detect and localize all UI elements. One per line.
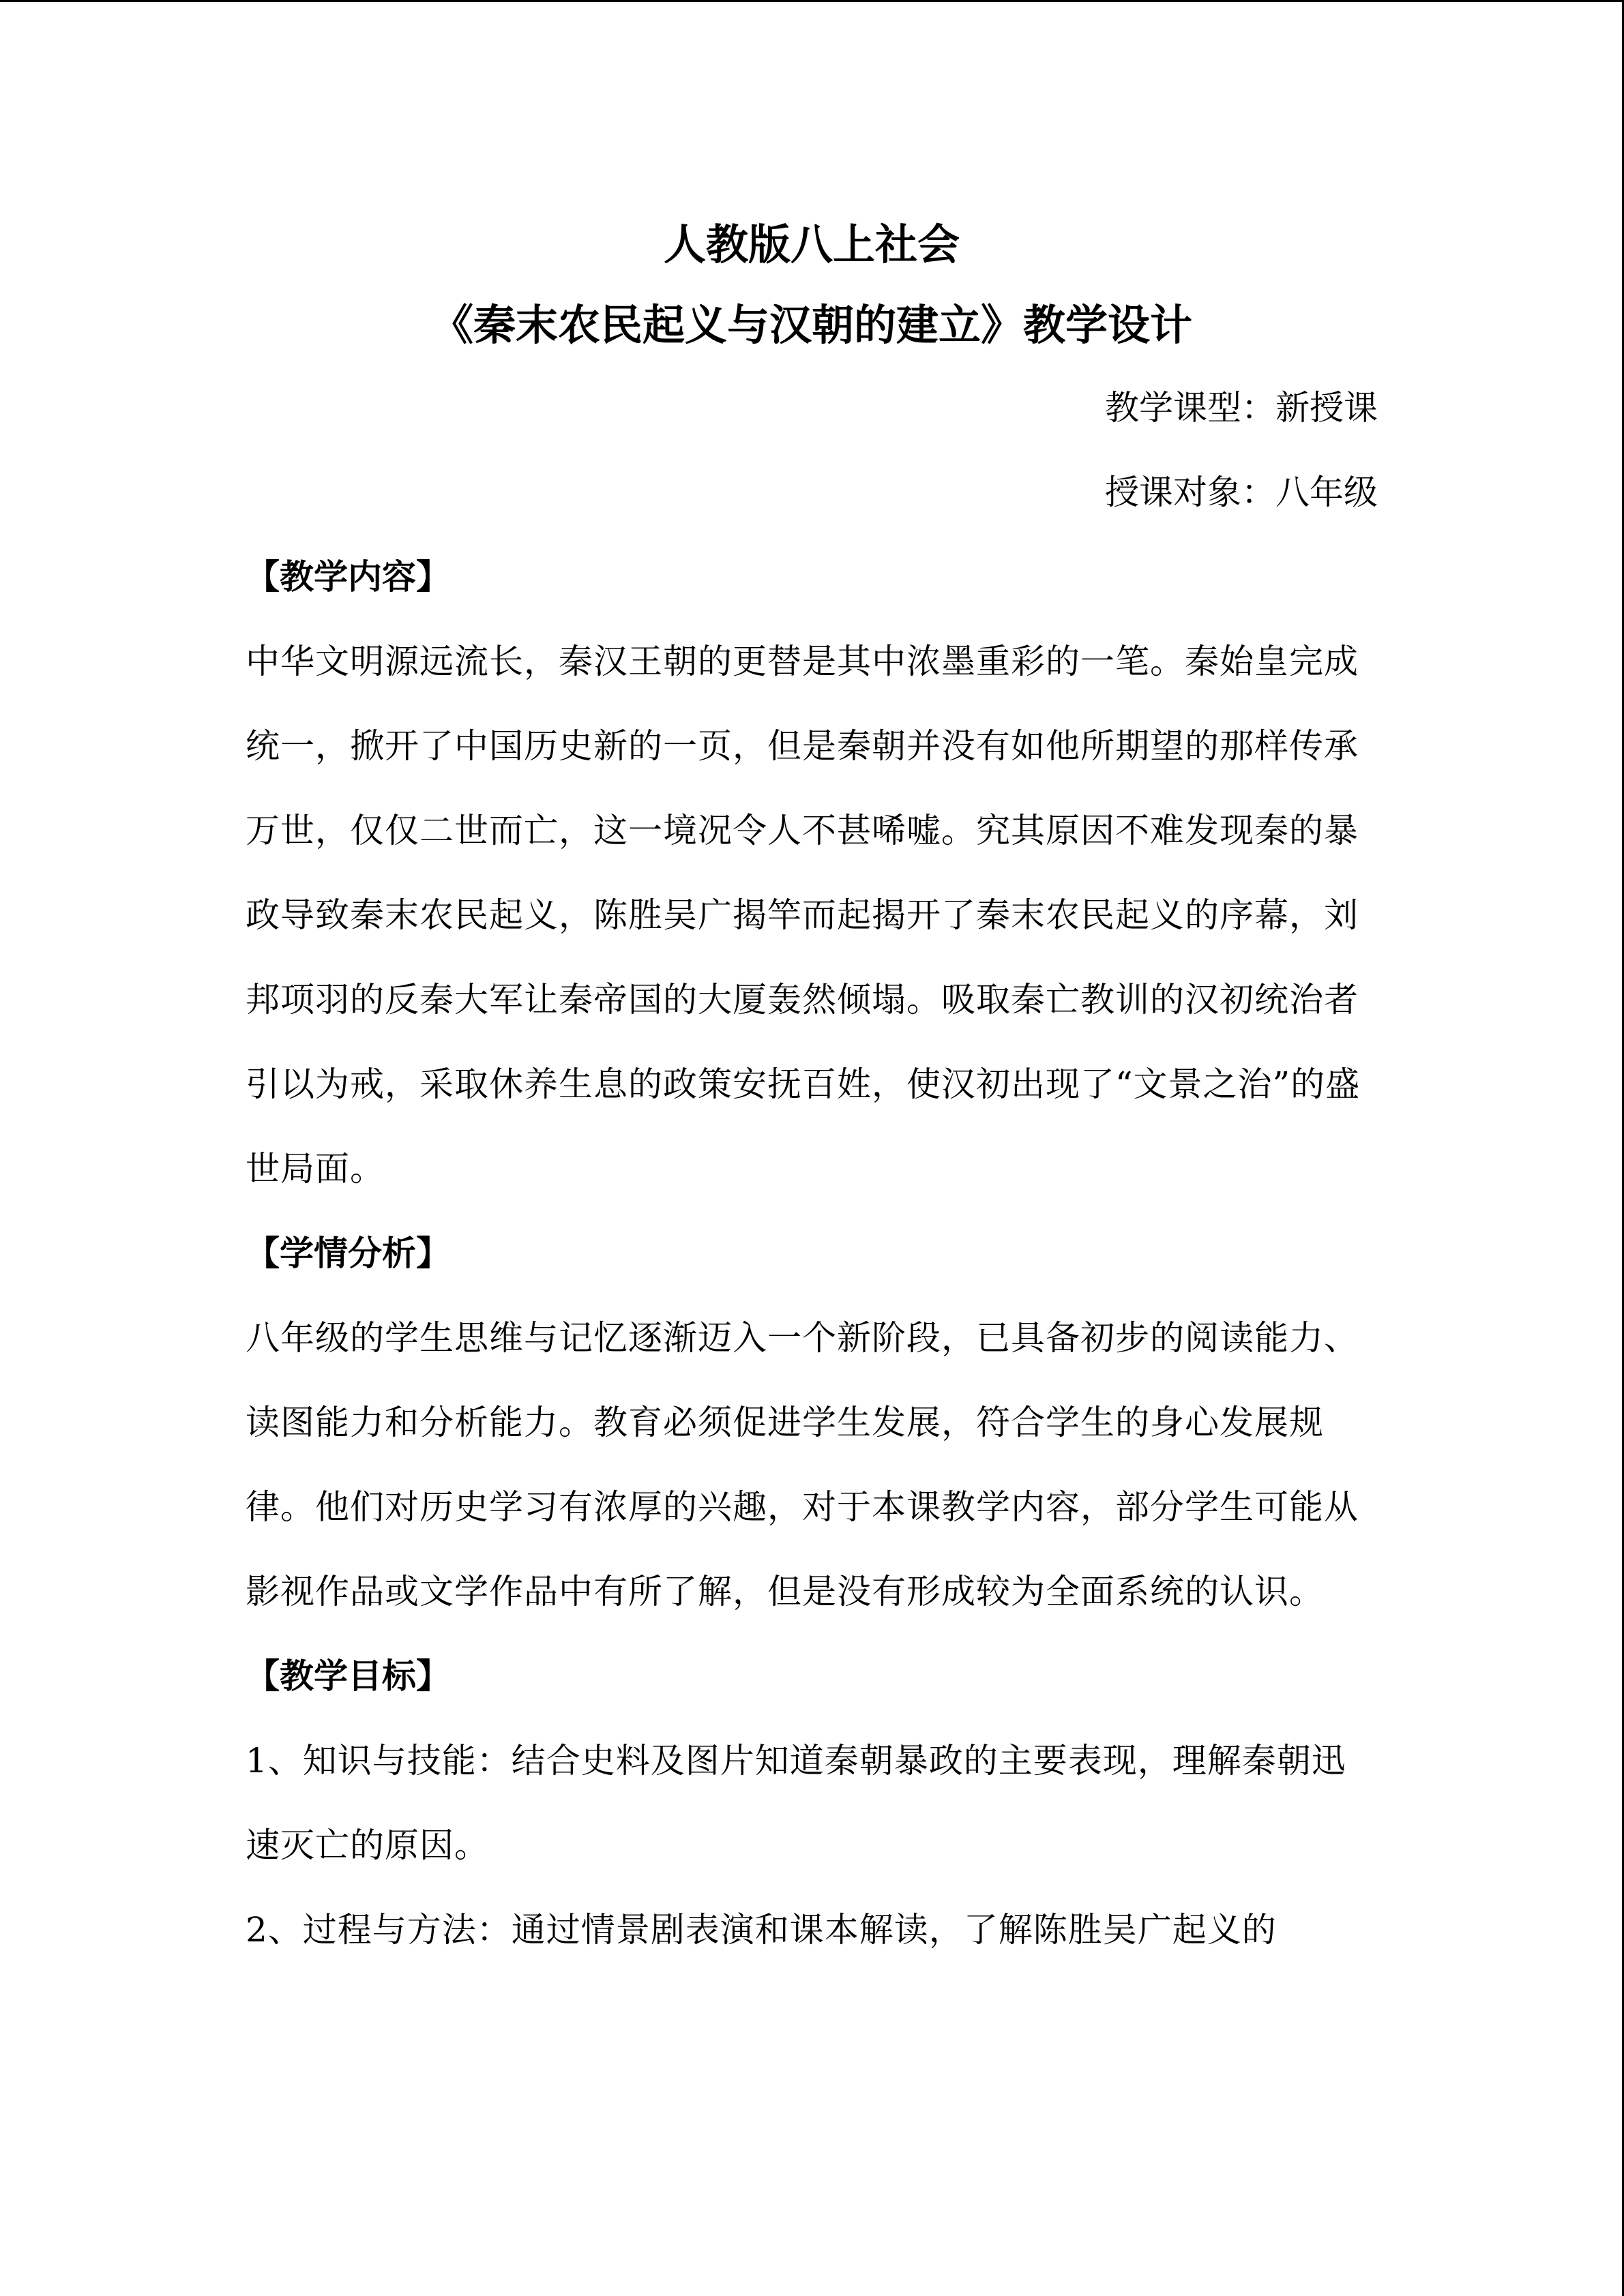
- goal-item-2: 2、过程与方法：通过情景剧表演和课本解读，了解陈胜吴广起义的: [246, 1910, 1277, 1950]
- section-heading-analysis: 【学情分析】: [246, 1233, 450, 1273]
- course-type: 教学课型：新授课: [1105, 388, 1378, 428]
- title-line-2: 《秦末农民起义与汉朝的建立》教学设计: [430, 300, 1192, 350]
- section-text-content: 中华文明源远流长，秦汉王朝的更替是其中浓墨重彩的一笔。秦始皇完成统一，掀开了中国历史新的一页，但是秦朝并没有如他所期望的那样传承万世，仅仅二世而亡，这一境况令人不甚唏嘘。究其原因不难发现秦的暴政导致秦末农民起义，陈胜吴广揭竿而起揭开了秦末农民起义的序幕，刘邦项羽的反秦大军让秦帝国的大厦轰然倾塌。吸取秦亡教训的汉初统治者引以为戒，采取休养生息的政策安抚百姓，使汉初出现了“文景之治”的盛世局面。: [246, 642, 1361, 1189]
- goal-item-1: 1、知识与技能：结合史料及图片知道秦朝暴政的主要表现，理解秦朝迅速灭亡的原因。: [246, 1741, 1346, 1865]
- audience: 授课对象：八年级: [1105, 473, 1378, 512]
- document-body: [246, 205, 1378, 1972]
- title-line-1: 人教版八上社会: [663, 220, 960, 269]
- section-heading-goals: 【教学目标】: [246, 1656, 450, 1696]
- page-top-border: [0, 0, 1624, 2]
- section-heading-content: 【教学内容】: [246, 556, 450, 597]
- section-text-analysis: 八年级的学生思维与记忆逐渐迈入一个新阶段，已具备初步的阅读能力、读图能力和分析能力。教育必须促进学生发展，符合学生的身心发展规律。他们对历史学习有浓厚的兴趣，对于本课教学内容，部分学生可能从影视作品或文学作品中有所了解，但是没有形成较为全面系统的认识。: [246, 1318, 1359, 1611]
